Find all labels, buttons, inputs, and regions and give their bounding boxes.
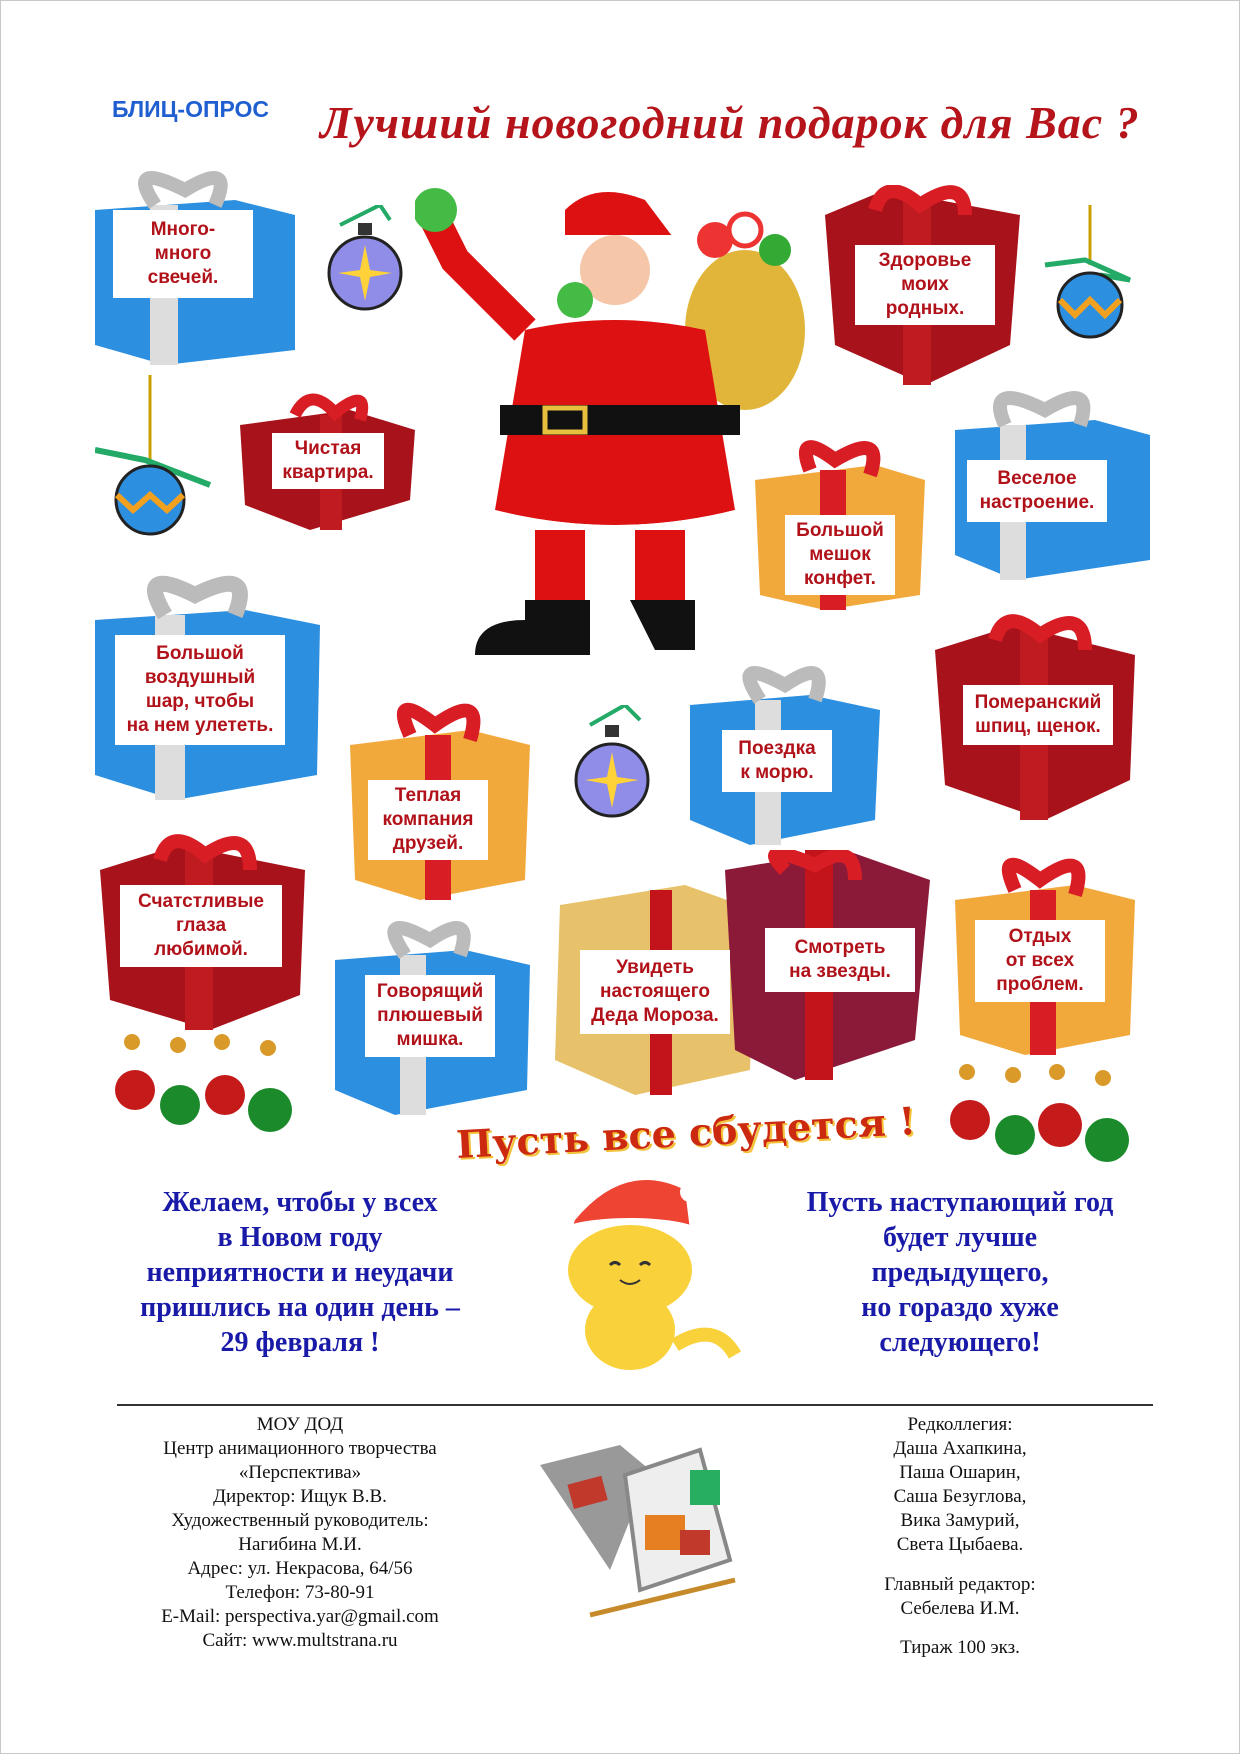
footer-divider <box>117 1404 1153 1406</box>
gift-label-stars: Смотреть на звезды. <box>765 928 915 992</box>
gift-label-rest: Отдых от всех проблем. <box>975 920 1105 1002</box>
gift-label-sea-trip: Поездка к морю. <box>722 730 832 792</box>
gift-label-mood: Веселое настроение. <box>967 460 1107 522</box>
gift-box-pair <box>555 850 930 1095</box>
gift-box-red <box>935 610 1135 820</box>
gift-label-santa: Увидеть настоящего Деда Мороза. <box>580 950 730 1034</box>
gift-label-health: Здоровье моих родных. <box>855 245 995 325</box>
christmas-ornament-icon <box>320 205 410 315</box>
slogan: Пусть все сбудется ! <box>455 1097 917 1168</box>
gift-box-gold <box>955 845 1135 1055</box>
gift-label-friends: Теплая компания друзей. <box>368 780 488 860</box>
editorial-board: Редколлегия: Даша Ахапкина, Паша Ошарин, Саша Безуглова, Вика Замурий, Света Цыбаева. <box>893 1414 1027 1555</box>
gift-box-gold <box>350 690 530 900</box>
gift-label-clean-flat: Чистая квартира. <box>272 433 384 489</box>
gift-label-candy-bag: Большой мешок конфет. <box>785 515 895 595</box>
chief-editor: Главный редактор: Себелева И.М. <box>884 1574 1036 1619</box>
studio-logo <box>530 1440 740 1625</box>
cat-illustration <box>525 1160 750 1375</box>
gift-box-blue <box>95 565 320 800</box>
gift-label-happy-eyes: Счатстливые глаза любимой. <box>120 885 282 967</box>
gift-box-blue <box>95 160 295 365</box>
page-title: Лучший новогодний подарок для Вас ? <box>320 97 1140 148</box>
gift-box-red <box>825 185 1020 385</box>
christmas-ornament-icon <box>95 375 220 540</box>
christmas-ornament-icon <box>1040 205 1150 345</box>
christmas-balls-icon <box>945 1060 1140 1170</box>
gift-box-red <box>100 830 305 1030</box>
gift-label-puppy: Померанский шпиц, щенок. <box>963 685 1113 745</box>
gift-label-balloon: Большой воздушный шар, чтобы на нем улететь. <box>115 635 285 745</box>
wish-left: Желаем, чтобы у всех в Новом году неприятности и неудачи пришлись на один день – 29 февраля ! <box>140 1187 460 1358</box>
gift-box-gold <box>755 425 925 610</box>
gift-box-blue <box>690 655 880 845</box>
gift-box-red <box>240 385 415 530</box>
christmas-ornament-icon <box>565 705 660 825</box>
gift-label-teddy-bear: Говорящий плюшевый мишка. <box>365 975 495 1057</box>
christmas-balls-icon <box>110 1030 300 1140</box>
section-label: БЛИЦ-ОПРОС <box>112 96 270 122</box>
gift-label-candles: Много- много свечей. <box>113 210 253 298</box>
circulation: Тираж 100 экз. <box>900 1637 1020 1658</box>
gift-box-blue <box>335 910 530 1115</box>
publisher-info: МОУ ДОД Центр анимационного творчества «Перспектива» Директор: Ищук В.В. Художественный руководитель: Нагибина М.И. Адрес: ул. Некрасова, 64/56 Телефон: 73-80-91 E-Mail: perspectiva.yar@gmail.com Сайт: www.multstrana.ru <box>161 1414 439 1651</box>
gift-box-blue <box>955 380 1150 580</box>
wish-right: Пусть наступающий год будет лучше предыдущего, но гораздо хуже следующего! <box>806 1187 1114 1358</box>
